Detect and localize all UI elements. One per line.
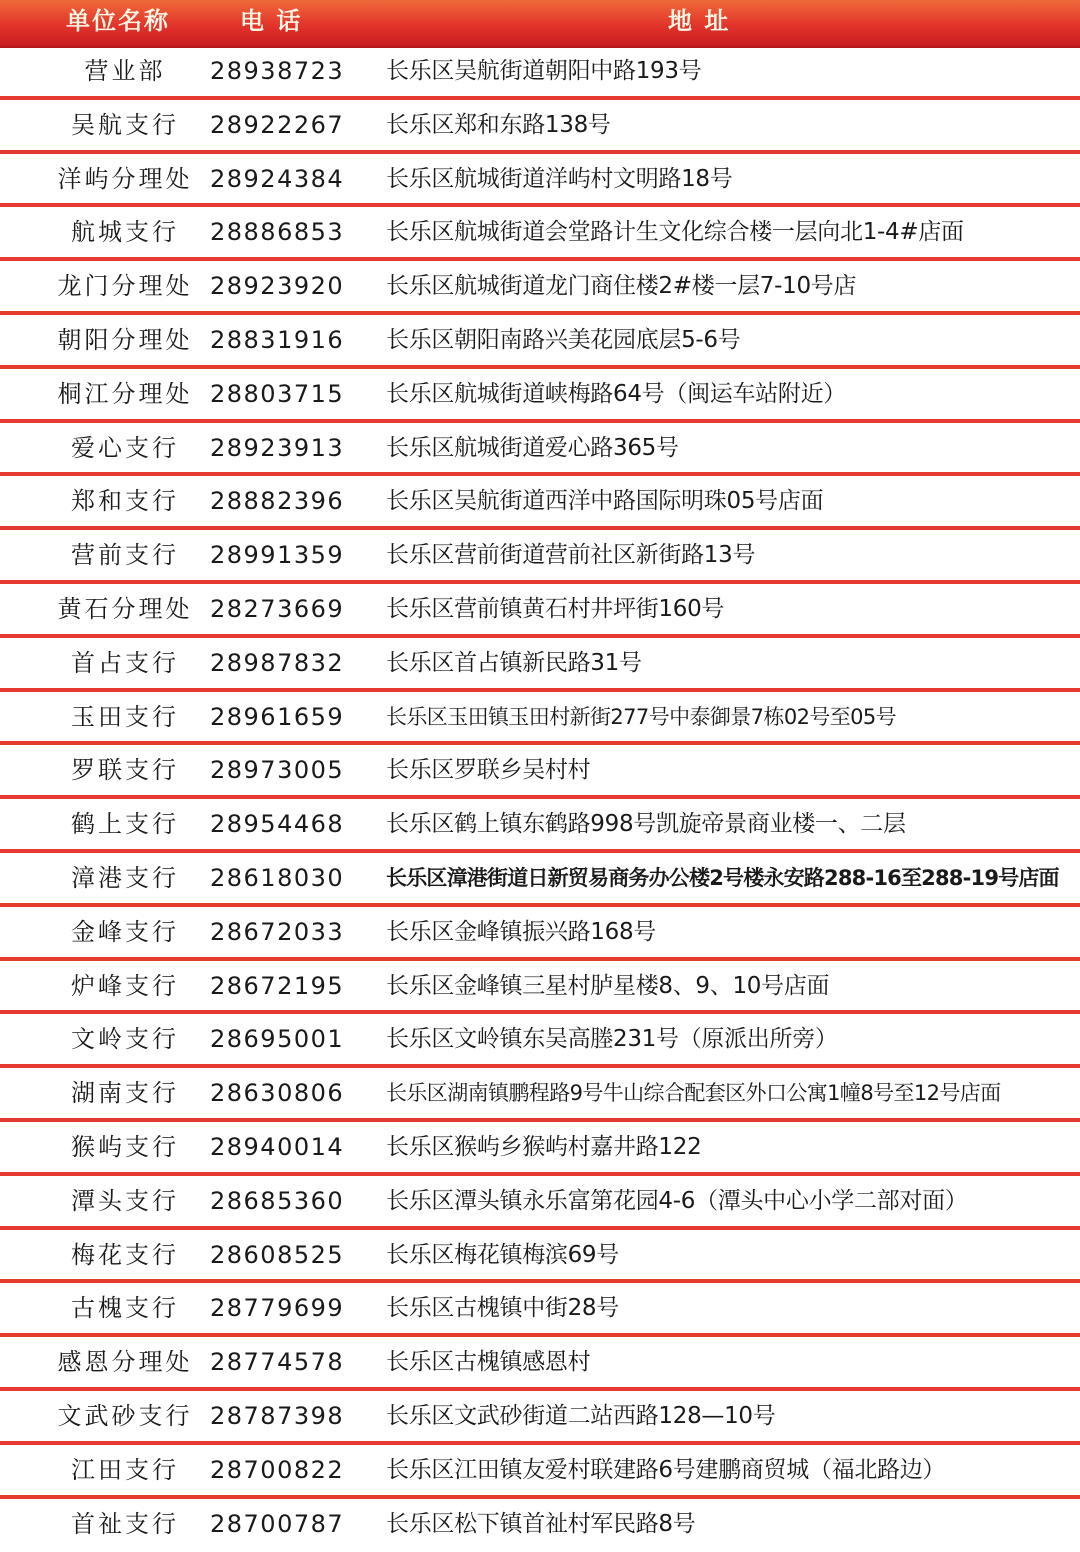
branch-name: 湖南支行 bbox=[71, 1079, 179, 1108]
branch-name: 桐江分理处 bbox=[57, 379, 193, 408]
table-row bbox=[0, 1283, 1080, 1337]
branch-name: 玉田支行 bbox=[71, 702, 179, 731]
branch-name: 黄石分理处 bbox=[57, 594, 193, 623]
branch-phone: 28779699 bbox=[210, 1294, 345, 1323]
branch-phone: 28987832 bbox=[210, 648, 345, 677]
table-row bbox=[0, 1337, 1080, 1391]
branch-phone: 28700822 bbox=[210, 1455, 345, 1484]
branch-phone: 28886853 bbox=[210, 218, 345, 247]
branch-phone: 28923913 bbox=[210, 433, 345, 462]
table-row bbox=[0, 1445, 1080, 1499]
branch-name: 感恩分理处 bbox=[57, 1348, 193, 1377]
branch-phone: 28882396 bbox=[210, 487, 345, 516]
branch-phone: 28672195 bbox=[210, 971, 345, 1000]
branch-address: 长乐区航城街道洋屿村文明路18号 bbox=[386, 165, 733, 192]
branch-address: 长乐区金峰镇振兴路168号 bbox=[386, 918, 657, 945]
branch-name: 郑和支行 bbox=[71, 487, 179, 516]
branch-name: 潭头支行 bbox=[71, 1186, 179, 1215]
branch-address: 长乐区玉田镇玉田村新街277号中泰御景7栋02号至05号 bbox=[386, 704, 897, 729]
branch-name: 猴屿支行 bbox=[71, 1132, 179, 1161]
branch-address: 长乐区罗联乡吴村村 bbox=[386, 757, 591, 784]
header-address: 地 址 bbox=[668, 7, 731, 35]
branch-address: 长乐区湖南镇鹏程路9号牛山综合配套区外口公寓1幢8号至12号店面 bbox=[386, 1081, 1001, 1106]
table-row bbox=[0, 692, 1080, 746]
table-row bbox=[0, 423, 1080, 477]
branch-name: 罗联支行 bbox=[71, 756, 179, 785]
table-row bbox=[0, 1176, 1080, 1230]
branch-name: 航城支行 bbox=[71, 218, 179, 247]
branch-address: 长乐区梅花镇梅滨69号 bbox=[386, 1241, 619, 1268]
branch-address: 长乐区松下镇首祉村军民路8号 bbox=[386, 1510, 696, 1537]
branch-address: 长乐区营前街道营前社区新街路13号 bbox=[386, 542, 756, 569]
branch-phone: 28803715 bbox=[210, 379, 345, 408]
branch-name: 江田支行 bbox=[71, 1455, 179, 1484]
header-phone: 电 话 bbox=[240, 7, 303, 35]
branch-name: 鹤上支行 bbox=[71, 810, 179, 839]
branch-address: 长乐区吴航街道朝阳中路193号 bbox=[386, 58, 702, 84]
branch-phone: 28922267 bbox=[210, 110, 345, 139]
branch-name: 龙门分理处 bbox=[57, 272, 193, 301]
table-row bbox=[0, 154, 1080, 208]
branch-phone: 28923920 bbox=[210, 272, 345, 301]
table-row bbox=[0, 315, 1080, 369]
table-row bbox=[0, 584, 1080, 638]
table-row bbox=[0, 961, 1080, 1015]
table-row bbox=[0, 261, 1080, 315]
branch-address: 长乐区航城街道爱心路365号 bbox=[386, 434, 679, 461]
table-row bbox=[0, 799, 1080, 853]
table-row bbox=[0, 1230, 1080, 1284]
branch-name: 梅花支行 bbox=[71, 1240, 179, 1269]
header-name: 单位名称 bbox=[66, 7, 170, 35]
table-row bbox=[0, 907, 1080, 961]
branch-phone: 28695001 bbox=[210, 1025, 345, 1054]
branch-name: 营业部 bbox=[84, 57, 166, 85]
branch-phone: 28608525 bbox=[210, 1240, 345, 1269]
branch-phone: 28630806 bbox=[210, 1079, 345, 1108]
branch-address: 长乐区航城街道会堂路计生文化综合楼一层向北1-4#店面 bbox=[386, 219, 964, 246]
branch-name: 文武砂支行 bbox=[57, 1401, 193, 1430]
table-row bbox=[0, 476, 1080, 530]
branch-phone: 28774578 bbox=[210, 1348, 345, 1377]
branch-phone: 28938723 bbox=[210, 57, 345, 85]
branch-name: 金峰支行 bbox=[71, 917, 179, 946]
table-row bbox=[0, 207, 1080, 261]
branch-name: 首占支行 bbox=[71, 648, 179, 677]
branch-phone: 28787398 bbox=[210, 1401, 345, 1430]
branch-address: 长乐区营前镇黄石村井坪街160号 bbox=[386, 595, 725, 622]
table-row bbox=[0, 745, 1080, 799]
branch-phone: 28618030 bbox=[210, 863, 345, 892]
branch-phone: 28273669 bbox=[210, 594, 345, 623]
branch-address: 长乐区潭头镇永乐富第花园4-6（潭头中心小学二部对面） bbox=[386, 1187, 968, 1214]
branch-address: 长乐区朝阳南路兴美花园底层5-6号 bbox=[386, 326, 741, 353]
table-row bbox=[0, 100, 1080, 154]
branch-phone: 28961659 bbox=[210, 702, 345, 731]
table-row bbox=[0, 530, 1080, 584]
branch-name: 文岭支行 bbox=[71, 1025, 179, 1054]
branch-phone: 28672033 bbox=[210, 917, 345, 946]
branch-name: 朝阳分理处 bbox=[57, 325, 193, 354]
branch-address: 长乐区猴屿乡猴屿村嘉井路122 bbox=[386, 1133, 702, 1160]
branch-address: 长乐区江田镇友爱村联建路6号建鹏商贸城（福北路边） bbox=[386, 1456, 946, 1483]
branch-address: 长乐区航城街道峡梅路64号（闽运车站附近） bbox=[386, 380, 846, 407]
branch-name: 吴航支行 bbox=[71, 110, 179, 139]
branch-phone: 28954468 bbox=[210, 810, 345, 839]
branch-name: 漳港支行 bbox=[71, 863, 179, 892]
table-row bbox=[0, 853, 1080, 907]
branch-phone: 28973005 bbox=[210, 756, 345, 785]
table-row bbox=[0, 1122, 1080, 1176]
branch-name: 古槐支行 bbox=[71, 1294, 179, 1323]
branch-address: 长乐区文武砂街道二站西路128—10号 bbox=[386, 1402, 776, 1429]
branch-phone: 28685360 bbox=[210, 1186, 345, 1215]
branch-address: 长乐区古槐镇感恩村 bbox=[386, 1349, 591, 1376]
branch-name: 洋屿分理处 bbox=[57, 164, 193, 193]
branch-address: 长乐区金峰镇三星村胪星楼8、9、10号店面 bbox=[386, 972, 830, 999]
branch-name: 营前支行 bbox=[71, 541, 179, 570]
table-row bbox=[0, 638, 1080, 692]
table-row bbox=[0, 1014, 1080, 1068]
branch-name: 首祉支行 bbox=[71, 1509, 179, 1538]
branch-phone: 28991359 bbox=[210, 541, 345, 570]
branch-phone: 28940014 bbox=[210, 1132, 345, 1161]
branch-address: 长乐区吴航街道西洋中路国际明珠05号店面 bbox=[386, 488, 824, 515]
branch-phone: 28700787 bbox=[210, 1509, 345, 1538]
table-row bbox=[0, 1391, 1080, 1445]
branch-phone: 28831916 bbox=[210, 325, 345, 354]
branch-name: 炉峰支行 bbox=[71, 971, 179, 1000]
branch-address: 长乐区航城街道龙门商住楼2#楼一层7-10号店 bbox=[386, 273, 857, 300]
branch-address: 长乐区郑和东路138号 bbox=[386, 111, 611, 138]
branch-address: 长乐区漳港街道日新贸易商务办公楼2号楼永安路288-16至288-19号店面 bbox=[386, 865, 1059, 890]
table-row bbox=[0, 46, 1080, 100]
branch-address: 长乐区首占镇新民路31号 bbox=[386, 649, 642, 676]
table-row bbox=[0, 369, 1080, 423]
branch-address: 长乐区文岭镇东吴高塍231号（原派出所旁） bbox=[386, 1026, 838, 1053]
branch-phone: 28924384 bbox=[210, 164, 345, 193]
table-body bbox=[0, 46, 1080, 1552]
table-header bbox=[0, 0, 1080, 46]
branch-name: 爱心支行 bbox=[71, 433, 179, 462]
table-row bbox=[0, 1499, 1080, 1552]
branch-address: 长乐区古槐镇中街28号 bbox=[386, 1295, 619, 1322]
table-row bbox=[0, 1068, 1080, 1122]
branch-address: 长乐区鹤上镇东鹤路998号凯旋帝景商业楼一、二层 bbox=[386, 811, 906, 838]
